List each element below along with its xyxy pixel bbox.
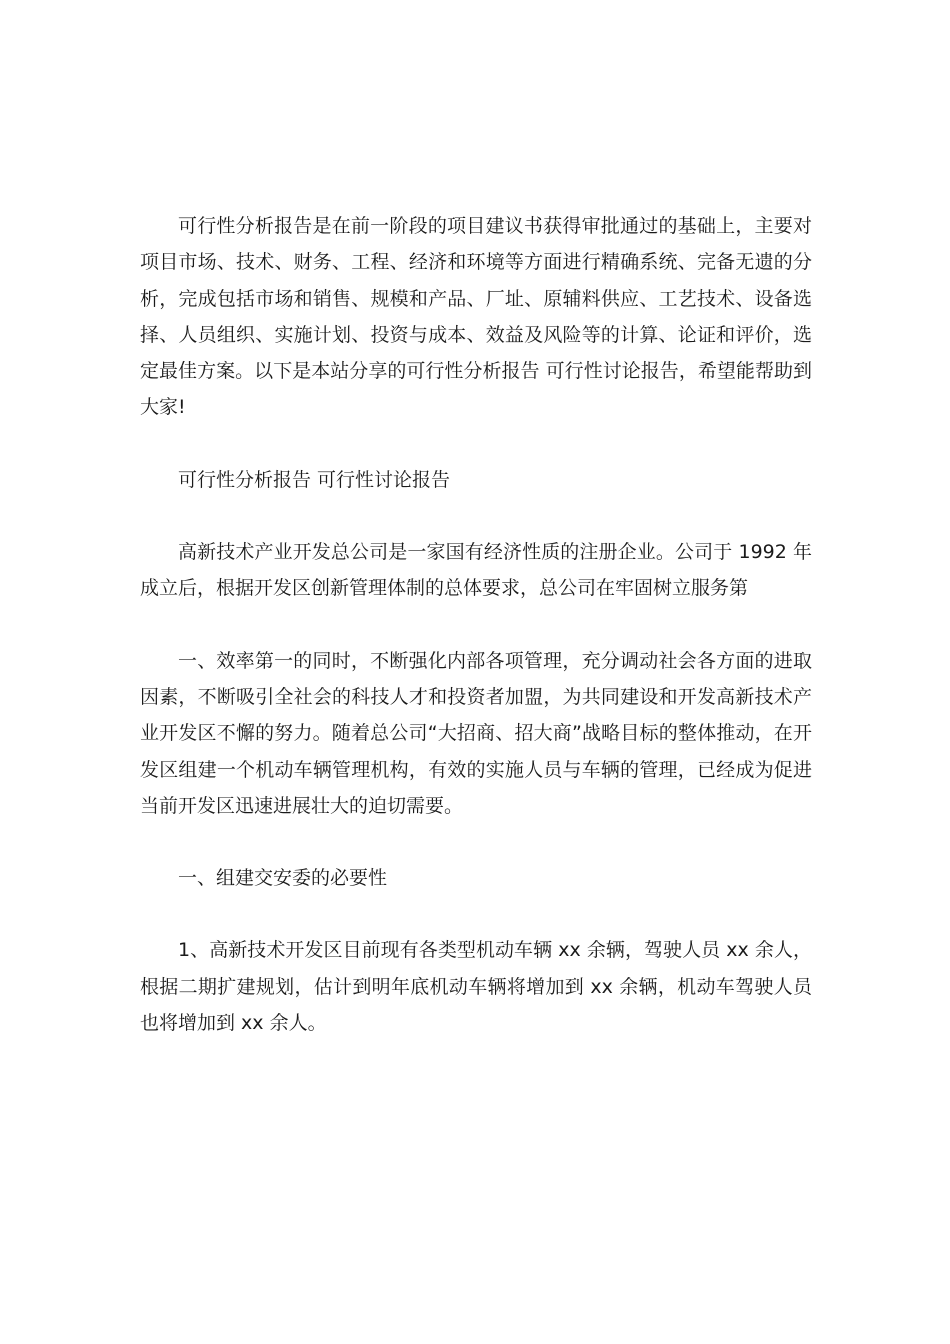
necessity-heading: 一、组建交安委的必要性 [178, 867, 388, 890]
document-body [140, 208, 812, 1041]
company-paragraph: 高新技术产业开发总公司是一家国有经济性质的注册企业。公司于 1992 年成立后，根据开发区创新管理体制的总体要求，总公司在牢固树立服务第 [140, 541, 812, 600]
intro-paragraph: 可行性分析报告是在前一阶段的项目建议书获得审批通过的基础上，主要对项目市场、技术、财务、工程、经济和环境等方面进行精确系统、完备无遗的分析，完成包括市场和销售、规模和产品、厂址、原辅料供应、工艺技术、设备选择、人员组织、实施计划、投资与成本、效益及风险等的计算、论证和评价，选定最佳方案。以下是本站分享的可行性分析报告 可行性讨论报告，希望能帮助到大家! [140, 215, 812, 419]
section-title: 可行性分析报告 可行性讨论报告 [178, 468, 451, 491]
vehicle-count-paragraph: 1、高新技术开发区目前现有各类型机动车辆 xx 余辆，驾驶人员 xx 余人，根据二期扩建规划，估计到明年底机动车辆将增加到 xx 余辆，机动车驾驶人员也将增加到 xx 余人。 [140, 939, 812, 1035]
efficiency-paragraph: 一、效率第一的同时，不断强化内部各项管理，充分调动社会各方面的进取因素，不断吸引全社会的科技人才和投资者加盟，为共同建设和开发高新技术产业开发区不懈的努力。随着总公司“大招商、招大商”战略目标的整体推动，在开发区组建一个机动车辆管理机构，有效的实施人员与车辆的管理，已经成为促进当前开发区迅速进展壮大的迫切需要。 [140, 649, 812, 817]
